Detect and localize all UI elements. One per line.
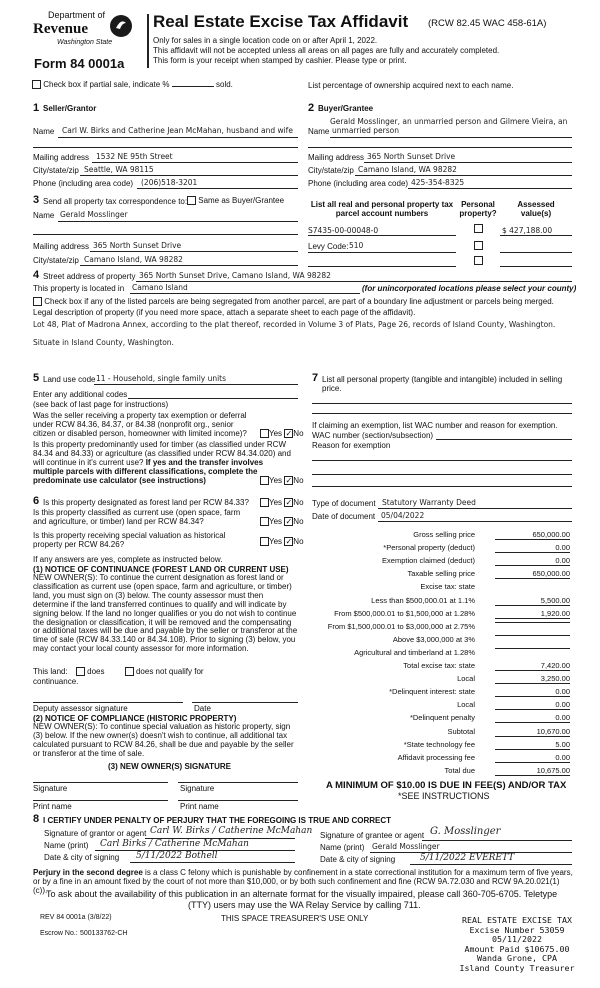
tax-row-label: Taxable selling price	[407, 569, 475, 579]
tax-row-label: Affidavit processing fee	[397, 752, 475, 762]
tax-row	[300, 556, 600, 567]
tax-row-label: From $1,500,000.01 to $3,000,000 at 2.75%	[327, 621, 475, 631]
stamp-line: REAL ESTATE EXCISE TAX	[462, 915, 572, 925]
personal-property-checkbox-3[interactable]	[474, 256, 483, 265]
tax-row-label: Local	[457, 674, 475, 684]
buyer-name-label: Name	[308, 127, 330, 136]
escrow-label: Escrow No.:	[40, 930, 78, 937]
located-note: (for unincorporated locations please select your county)	[362, 284, 577, 293]
seller-name-label: Name	[33, 127, 55, 136]
tax-row	[300, 635, 600, 646]
located-value[interactable]: Camano Island	[132, 283, 188, 292]
subtitle-3: This form is your receipt when stamped by cashier. Please type or print.	[153, 56, 407, 65]
notice2-text: NEW OWNER(S): To continue special valuation as historic property, sign (3) below. If the new owner(s) doesn't wish to continue, all additional tax calculated pursuant to RCW 84.26, shall be due and payable by the seller or transferor at the time of sale.	[33, 722, 294, 758]
tax-corr-city-value[interactable]: Camano Island, WA 98282	[84, 255, 183, 264]
rule	[92, 162, 298, 163]
rule	[58, 137, 298, 138]
no-label: No	[293, 476, 304, 485]
tax-row-value[interactable]: 0.00	[495, 753, 570, 763]
q-timber-answer	[260, 476, 304, 485]
parcel-number[interactable]: S7435-00-00048-0	[308, 226, 379, 235]
street-label: Street address of property	[43, 272, 136, 281]
rule	[90, 251, 298, 252]
tax-row-value[interactable]: 0.00	[495, 687, 570, 697]
buyer-phone-label: Phone (including area code)	[308, 179, 409, 188]
does-not-label: does not qualify for	[135, 667, 204, 676]
partial-sale-percent-field[interactable]	[172, 86, 214, 87]
yes-label: Yes	[269, 476, 283, 485]
rule	[178, 800, 298, 801]
tax-row-label: *Personal property (deduct)	[383, 543, 475, 553]
yes-label: Yes	[269, 498, 283, 507]
tax-row-value[interactable]	[495, 648, 570, 649]
grantor-name-value[interactable]: Carl Birks / Catherine McMahan	[100, 839, 249, 849]
q-timber-no[interactable]: ✓	[285, 476, 293, 486]
section7-number: 7	[312, 372, 319, 384]
see-instructions: *SEE INSTRUCTIONS	[398, 791, 490, 801]
alt-format-2: (TTY) users may use the WA Relay Service by calling 711.	[188, 900, 421, 910]
perjury-bold: Perjury in the second degree	[33, 868, 143, 877]
doc-date-label: Date of document	[312, 512, 376, 521]
rule	[80, 175, 298, 176]
rule	[308, 266, 456, 267]
additional-codes-note: (see back of last page for instructions)	[33, 400, 169, 409]
tax-row	[300, 727, 600, 738]
dor-logo	[33, 10, 138, 60]
tax-row	[300, 582, 600, 593]
tax-row-value[interactable]: 0.00	[495, 543, 570, 553]
rule	[364, 162, 572, 163]
grantor-name-label: Name (print)	[44, 841, 89, 850]
tax-row	[300, 622, 600, 633]
rule	[33, 234, 298, 235]
tax-row-value[interactable]: 5,500.00	[495, 596, 570, 606]
rule	[80, 265, 298, 266]
tax-row-label: Local	[457, 700, 475, 710]
rule	[192, 702, 298, 703]
new-owner-signature-title: (3) NEW OWNER(S) SIGNATURE	[108, 762, 231, 771]
q-forest-yes[interactable]	[260, 498, 269, 507]
tax-row-value[interactable]: 1,920.00	[495, 609, 570, 619]
grantor-date-label: Date & city of signing	[44, 853, 120, 862]
alt-format-1: To ask about the availability of this publication in an alternate format for the visually impaired, please call 360-705-6705. Teletype	[46, 889, 558, 899]
rule	[136, 281, 572, 282]
land-use-label: Land use code	[43, 375, 96, 384]
personal-property-checkbox-1[interactable]	[474, 224, 483, 233]
rule	[312, 413, 572, 414]
rule	[378, 508, 572, 509]
tax-row-value[interactable]	[495, 635, 570, 636]
tax-row-value[interactable]: 0.00	[495, 700, 570, 710]
tax-corr-mailing-value[interactable]: 365 North Sunset Drive	[93, 241, 182, 250]
q-current-use-no[interactable]: ✓	[285, 517, 293, 527]
ownership-note: List percentage of ownership acquired next to each name.	[308, 81, 514, 90]
q-current-use-yes[interactable]	[260, 517, 269, 526]
owner-print-name-label-2: Print name	[180, 802, 219, 811]
rule	[308, 235, 456, 236]
this-land-row	[33, 667, 204, 676]
no-label: No	[293, 517, 304, 526]
tax-row-label: Excise tax: state	[420, 582, 475, 592]
tax-row-label: Subtotal	[447, 726, 475, 736]
q-historic-answer	[260, 537, 304, 546]
rcw-reference: (RCW 82.45 WAC 458-61A)	[428, 18, 547, 29]
minimum-due-note: A MINIMUM OF $10.00 IS DUE IN FEE(S) AND/OR TAX	[326, 780, 567, 791]
located-label: This property is located in	[33, 284, 125, 293]
q-historic: Is this property receiving special valuation as historical property per RCW 84.26?	[33, 531, 226, 549]
rule	[33, 702, 183, 703]
buyer-city-value[interactable]: Camano Island, WA 98282	[358, 165, 457, 174]
q-historic-yes[interactable]	[260, 537, 269, 546]
tax-row-value[interactable]: 10,675.00	[495, 766, 570, 776]
rule	[130, 293, 360, 294]
assessed-value[interactable]: $ 427,188.00	[502, 226, 553, 235]
reason-label: Reason for exemption	[312, 441, 391, 450]
q-current-use: Is this property classified as current use (open space, farm and agriculture, or timber) land per RCW 84.34?	[33, 508, 241, 526]
rule	[436, 439, 572, 440]
section6-number: 6	[33, 495, 40, 507]
tax-row	[300, 596, 600, 607]
rule	[500, 252, 572, 253]
tax-corr-name-value[interactable]: Gerald Mosslinger	[60, 210, 128, 219]
wac-label: WAC number (section/subsection)	[312, 431, 434, 440]
rule	[94, 384, 298, 385]
rule	[312, 486, 572, 487]
certify-statement: I CERTIFY UNDER PENALTY OF PERJURY THAT THE FOREGOING IS TRUE AND CORRECT	[43, 816, 392, 825]
wa-logo-icon	[109, 14, 133, 38]
tax-row	[300, 740, 600, 751]
same-as-buyer	[187, 196, 284, 205]
grantee-signature-label: Signature of grantee or agent	[320, 831, 425, 840]
rule	[500, 235, 572, 236]
owner-signature-label-2: Signature	[180, 784, 215, 793]
rule	[330, 137, 572, 138]
tax-row	[300, 530, 600, 541]
rule	[33, 800, 168, 801]
rule	[422, 840, 572, 841]
stamp-line: Island County Treasurer	[459, 962, 575, 973]
tax-row	[300, 609, 600, 620]
levy-label: Levy Code:	[308, 242, 349, 251]
buyer-mailing-value[interactable]: 365 North Sunset Drive	[367, 152, 456, 161]
owner-signature-label-1: Signature	[33, 784, 68, 793]
notice1-text: NEW OWNER(S): To continue the current designation as forest land or classification as current use (open space, farm and agriculture, or timber) land, you must sign on (3) below. The county assessor must then determine if the land transferred continues to qualify and will indicate by signing below. If the land no longer qualifies or you do not wish to continue the designation or classification, it will be removed and the compensating or additional taxes will be due and payable by the seller or transferor at the time of sale (RCW 84.33.140 or 84.34.108). Prior to signing (3) below, you may contact your local county assessor for more information.	[33, 573, 298, 654]
tax-row-value[interactable]: 10,670.00	[495, 727, 570, 737]
grantor-date-value[interactable]: 5/11/2022 Bothell	[136, 851, 218, 861]
no-label: No	[293, 537, 304, 546]
personal-list-label: List all personal property (tangible and intangible) included in selling price.	[322, 375, 563, 393]
rule	[33, 782, 168, 783]
tax-row-value[interactable]	[495, 622, 570, 623]
doc-type-value[interactable]: Statutory Warranty Deed	[382, 498, 476, 507]
buyer-name-line1[interactable]: Gerald Mosslinger, an unmarried person and Gilmere Vieira, an	[330, 117, 568, 126]
section2-number: 2	[308, 102, 315, 114]
grantee-signature-value[interactable]: G. Mosslinger	[430, 826, 501, 837]
seller-city-value[interactable]: Seattle, WA 98115	[84, 165, 154, 174]
additional-codes-label: Enter any additional codes	[33, 390, 128, 399]
legal-label: Legal description of property (if you need more space, attach a separate sheet to each page of the affidavit).	[33, 308, 416, 317]
dept-line1: Department of	[48, 10, 106, 20]
parcel-header: List all real and personal property tax parcel account numbers	[310, 200, 454, 218]
no-label: No	[293, 429, 304, 438]
buyer-phone-value[interactable]: 425-354-8325	[411, 178, 465, 187]
seller-name-value[interactable]: Carl W. Birks and Catherine Jean McMahan, husband and wife	[62, 126, 293, 135]
rule	[408, 188, 572, 189]
q-timber-bold: If yes and the transfer involves multiple parcels with different classifications, complete the predominate use calculator (see instructions)	[33, 458, 264, 485]
q-exemption-answer	[260, 429, 304, 438]
owner-print-name-label-1: Print name	[33, 802, 72, 811]
partial-sale-checkbox[interactable]	[32, 80, 41, 89]
rule	[58, 221, 298, 222]
buyer-city-label: City/state/zip	[308, 166, 354, 175]
does-checkbox[interactable]	[76, 667, 85, 676]
rule	[312, 460, 572, 461]
tax-row-label: Less than $500,000.01 at 1.1%	[371, 595, 475, 605]
land-use-value[interactable]: 11 - Household, single family units	[96, 374, 227, 383]
does-label: does	[87, 667, 105, 676]
grantee-date-label: Date & city of signing	[320, 855, 396, 864]
form-number: Form 84 0001a	[34, 56, 125, 71]
seller-phone-value[interactable]: (206)518-3201	[141, 178, 198, 187]
deputy-date-label: Date	[194, 704, 211, 713]
tax-row-label: *Delinquent penalty	[409, 713, 475, 723]
q-forest-answer	[260, 498, 304, 507]
treasurer-use-only: THIS SPACE TREASURER'S USE ONLY	[221, 914, 369, 923]
perjury-text: is a class C felony which is punishable by confinement in a state correctional institution for a maximum term of five years, or by a fine in an amount fixed by the court of not more than $10,000, or by both such confinement and fine (RCW 9A.72.030 and RCW 9A.20.021(1)(c)).	[33, 868, 573, 895]
doc-date-value[interactable]: 05/04/2022	[381, 511, 425, 520]
rule	[137, 188, 298, 189]
legal-line2[interactable]: Situate in Island County, Washington.	[33, 338, 174, 347]
rule	[178, 782, 298, 783]
buyer-mailing-label: Mailing address	[308, 153, 365, 162]
q-current-use-answer	[260, 517, 304, 526]
page-title: Real Estate Excise Tax Affidavit	[153, 12, 409, 31]
exemption-label: If claiming an exemption, list WAC number and reason for exemption.	[312, 421, 558, 430]
tax-row-value[interactable]: 7,420.00	[495, 661, 570, 671]
grantee-name-value[interactable]: Gerald Mosslinger	[372, 842, 440, 851]
rule	[308, 252, 456, 253]
section1-number: 1	[33, 102, 40, 114]
section8-number: 8	[33, 813, 40, 825]
subtitle-1: Only for sales in a single location code on or after April 1, 2022.	[153, 36, 378, 45]
tax-row	[300, 687, 600, 698]
section3-number: 3	[33, 194, 40, 206]
tax-row-label: Agricultural and timberland at 1.28%	[354, 647, 475, 657]
stamp-line: Wanda Grone, CPA	[477, 953, 557, 963]
tax-row-label: *Delinquent interest: state	[389, 687, 475, 697]
seller-mailing-value[interactable]: 1532 NE 95th Street	[96, 152, 173, 161]
rule	[130, 862, 295, 863]
rule	[312, 403, 572, 404]
street-value[interactable]: 365 North Sunset Drive, Camano Island, WA 98282	[139, 271, 331, 280]
yes-label: Yes	[269, 517, 283, 526]
partial-sale-sold: sold.	[216, 80, 233, 89]
tax-row	[300, 648, 600, 659]
tax-row-value[interactable]: 650,000.00	[495, 569, 570, 579]
partial-sale-row	[32, 80, 233, 89]
rule	[410, 864, 572, 865]
section4-number: 4	[33, 269, 40, 281]
tax-row-label: From $500,000.01 to $1,500,000 at 1.28%	[334, 608, 475, 618]
rule	[308, 147, 572, 148]
doc-type-label: Type of document	[312, 499, 376, 508]
q-timber	[33, 440, 293, 485]
tax-row-value[interactable]: 0.00	[495, 556, 570, 566]
does-not-checkbox[interactable]	[125, 667, 134, 676]
q-timber-yes[interactable]	[260, 476, 269, 485]
tax-row	[300, 661, 600, 672]
tax-row	[300, 713, 600, 724]
tax-row-value[interactable]: 0.00	[495, 713, 570, 723]
levy-value[interactable]: 510	[349, 241, 364, 250]
tax-row-label: Total due	[444, 765, 475, 775]
rule	[312, 474, 572, 475]
dept-line2: Revenue	[33, 21, 88, 37]
tax-corr-mailing-label: Mailing address	[33, 242, 90, 251]
tax-row	[300, 569, 600, 580]
q-historic-no[interactable]: ✓	[285, 537, 293, 547]
tax-row-value[interactable]: 3,250.00	[495, 674, 570, 684]
continuance-label: continuance.	[33, 677, 79, 686]
section2-title: Buyer/Grantee	[318, 104, 374, 113]
tax-row-label: Above $3,000,000 at 3%	[392, 634, 475, 644]
q-timber-text: Is this property predominantly used for timber (as classified under RCW 84.34 and 84.33) or agriculture (as classified under RCW 84.34.020) and will continue in it's current use?	[33, 440, 291, 467]
escrow-value: 500133762-CH	[80, 930, 128, 937]
rule	[33, 147, 298, 148]
grantor-signature-value[interactable]: Carl W. Birks / Catherine McMahan	[150, 826, 313, 836]
notice2-title: (2) NOTICE OF COMPLIANCE (HISTORIC PROPERTY)	[33, 714, 237, 723]
rule	[500, 266, 572, 267]
no-label: No	[293, 498, 304, 507]
same-as-buyer-checkbox[interactable]	[187, 196, 196, 205]
personal-property-checkbox-2[interactable]	[474, 241, 483, 250]
q-forest: Is this property designated as forest land per RCW 84.33?	[43, 498, 249, 507]
segregation-label: Check box if any of the listed parcels are being segregated from another parcel, are part of a boundary line adjustment or parcels being merged.	[44, 297, 554, 306]
section1-title: Seller/Grantor	[43, 104, 97, 113]
tax-row	[300, 543, 600, 554]
personal-header: Personal property?	[459, 200, 497, 218]
revision: REV 84 0001a (3/8/22)	[40, 914, 112, 921]
yes-label: Yes	[269, 537, 283, 546]
section5-number: 5	[33, 372, 40, 384]
grantee-date-value[interactable]: 5/11/2022 EVERETT	[420, 853, 515, 863]
same-as-buyer-label: Same as Buyer/Grantee	[198, 196, 285, 205]
q-exemption-yes[interactable]	[260, 429, 269, 438]
tax-row	[300, 674, 600, 685]
tax-row-label: Gross selling price	[413, 530, 475, 539]
tax-row-label: *State technology fee	[403, 739, 475, 749]
dept-line3: Washington State	[57, 39, 113, 46]
rule	[378, 521, 572, 522]
grantee-name-label: Name (print)	[320, 843, 365, 852]
notice1-title: (1) NOTICE OF CONTINUANCE (FOREST LAND OR CURRENT USE)	[33, 565, 289, 574]
stamp-line: Amount Paid $10675.00	[464, 943, 570, 954]
q-exemption-no[interactable]: ✓	[285, 429, 293, 439]
tax-row	[300, 753, 600, 764]
seller-phone-label: Phone (including area code)	[33, 179, 134, 188]
treasurer-stamp	[452, 916, 582, 973]
this-land-label: This land:	[33, 667, 68, 676]
tax-row-label: Exemption claimed (deduct)	[382, 556, 475, 566]
tax-row-value[interactable]: 650,000.00	[495, 530, 570, 540]
partial-sale-label: Check box if partial sale, indicate %	[43, 80, 170, 89]
rule	[355, 175, 572, 176]
tax-row	[300, 766, 600, 777]
assessed-header: Assessed value(s)	[517, 200, 555, 218]
stamp-line: 05/11/2022	[492, 934, 542, 944]
buyer-name-value[interactable]: unmarried person	[332, 126, 399, 135]
deputy-signature-label: Deputy assessor signature	[33, 704, 128, 713]
seller-mailing-label: Mailing address	[33, 153, 90, 162]
legal-line1[interactable]: Lot 48, Plat of Madrona Annex, according to the plat thereof, recorded in Volume 3 of Plats, Page 26, records of Island County, Washington.	[33, 320, 556, 329]
stamp-line: Excise Number 53059	[469, 924, 565, 935]
subtitle-2: This affidavit will not be accepted unless all areas on all pages are fully and accurately completed.	[153, 46, 500, 55]
tax-corr-city-label: City/state/zip	[33, 256, 79, 265]
q-forest-no[interactable]: ✓	[285, 498, 293, 508]
section3-title: Send all property tax correspondence to:	[43, 197, 188, 206]
q-exemption: Was the seller receiving a property tax exemption or deferral under RCW 84.36, 84.37, or 84.38 (nonprofit org., senior citizen or disabled person, homeowner with limited income)?	[33, 411, 247, 438]
if-any-note: If any answers are yes, complete as instructed below.	[33, 555, 223, 564]
tax-row	[300, 700, 600, 711]
segregation-checkbox[interactable]	[33, 297, 42, 306]
grantor-signature-label: Signature of grantor or agent	[44, 829, 147, 838]
tax-row-value[interactable]: 5.00	[495, 740, 570, 750]
seller-city-label: City/state/zip	[33, 166, 79, 175]
tax-corr-name-label: Name	[33, 211, 55, 220]
tax-row-label: Total excise tax: state	[403, 661, 475, 670]
segregation-row	[33, 297, 554, 306]
rule	[128, 398, 298, 399]
header-divider	[147, 14, 149, 68]
yes-label: Yes	[269, 429, 283, 438]
